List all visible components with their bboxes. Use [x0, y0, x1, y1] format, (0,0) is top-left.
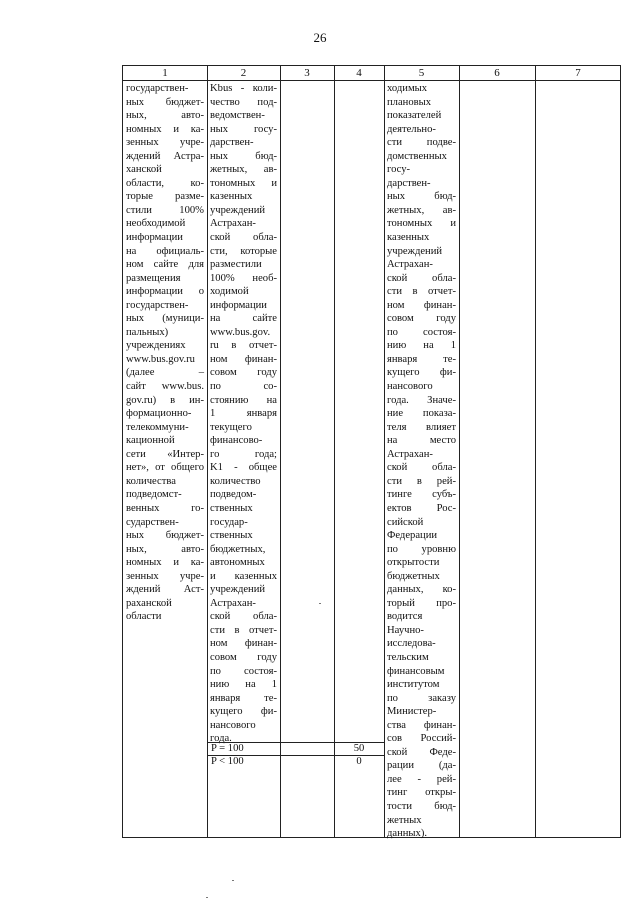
cell-text-line: открытости: [387, 557, 440, 569]
cell-text-line: ской обла-: [210, 232, 277, 244]
cell-text-line: пальных): [126, 326, 169, 338]
indicator-table: [122, 65, 621, 838]
cell-text-line: раханской: [126, 597, 172, 609]
cell-text-line: тости бюд-: [387, 800, 456, 812]
cell-text-line: ходимой: [210, 286, 249, 298]
cell-text-line: сударствен-: [126, 516, 179, 528]
cell-text-line: года. Значе-: [387, 394, 456, 406]
cell-text-line: госу-: [387, 164, 411, 176]
cell-text-line: ных бюджет-: [126, 96, 204, 108]
cell-text-line: и казенных: [210, 570, 277, 582]
cell-text-line: нию на 1: [387, 340, 456, 352]
cell-text-line: показателей: [387, 110, 442, 122]
header-col-3: 3: [304, 67, 310, 79]
cell-text-line: Астрахан-: [387, 448, 433, 460]
column-divider: [334, 66, 335, 837]
condition-cell: P = 100: [211, 743, 244, 754]
cell-text-line: совом году: [210, 367, 277, 379]
cell-text-line: плановых: [387, 96, 432, 108]
cell-text-line: кационной: [126, 435, 175, 447]
cell-text-line: казенных: [387, 232, 430, 244]
cell-text-line: на сайте: [210, 313, 277, 325]
cell-text-line: государствен-: [126, 83, 189, 94]
cell-text-line: сети «Интер-: [126, 448, 204, 460]
cell-text-line: 100% необ-: [210, 272, 277, 284]
cell-text-line: рации (да-: [387, 760, 456, 772]
cell-text-line: совом году: [387, 313, 456, 325]
header-col-4: 4: [356, 67, 362, 79]
cell-text-line: ном финан-: [387, 299, 456, 311]
cell-text-line: ных, авто-: [126, 110, 204, 122]
cell-text-line: области: [126, 611, 162, 623]
cell-text-line: ской обла-: [210, 611, 277, 623]
cell-text-line: сти в отчет-: [387, 286, 456, 298]
cell-text-line: разместили: [210, 259, 262, 271]
column-divider: [384, 66, 385, 837]
cell-text-line: по уровню: [387, 543, 456, 555]
cell-text-line: чество под-: [210, 96, 277, 108]
cell-text-line: тономных и: [210, 177, 277, 189]
cell-text-line: подведом-: [210, 489, 257, 501]
cell-text-line: бюджетных: [387, 570, 440, 582]
header-col-7: 7: [575, 67, 581, 79]
cell-text-line: ном финан-: [210, 353, 277, 365]
cell-text-line: ном финан-: [210, 638, 277, 650]
cell-text-line: данных, ко-: [387, 584, 456, 596]
cell-text-line: (далее –: [126, 367, 204, 379]
cell-text-line: информации о: [126, 286, 204, 298]
cell-text-line: года.: [210, 733, 232, 745]
cell-text-line: ской обла-: [387, 462, 456, 474]
cell-text-line: на место: [387, 435, 456, 447]
cell-text-line: формационно-: [126, 408, 192, 420]
condition-cell: P < 100: [211, 756, 244, 767]
cell-text-line: Федерации: [387, 530, 438, 542]
cell-text-line: государствен-: [126, 299, 189, 311]
table-header-row: [123, 66, 620, 81]
cell-text-line: ектов Рос-: [387, 502, 456, 514]
cell-text-line: стили 100%: [126, 204, 204, 216]
cell-text-line: учреждениях: [126, 340, 186, 352]
cell-text-line: сайт www.bus.: [126, 381, 204, 393]
cell-text-line: теля влияет: [387, 421, 456, 433]
cell-text-line: ской обла-: [387, 272, 456, 284]
cell-text-line: лее - рей-: [387, 773, 456, 785]
cell-indicator-name: [126, 82, 204, 624]
cell-text-line: количество: [210, 475, 261, 487]
cell-text-line: 1 января: [210, 408, 277, 420]
cell-comment: [387, 82, 456, 841]
cell-text-line: сийской: [387, 516, 424, 528]
header-col-2: 2: [240, 67, 247, 79]
cell-text-line: торые разме-: [126, 191, 204, 203]
cell-text-line: исследова-: [387, 638, 436, 650]
cell-text-line: www.bus.gov.: [210, 326, 271, 338]
cell-text-line: тономных и: [387, 218, 456, 230]
cell-text-line: ственных: [210, 502, 253, 514]
cell-text-line: автономных: [210, 557, 265, 569]
cell-text-line: ных (муници-: [126, 313, 204, 325]
cell-text-line: сти, которые: [210, 245, 277, 257]
cell-text-line: подведомст-: [126, 489, 182, 501]
cell-text-line: по заказу: [387, 692, 456, 704]
cell-text-line: ства финан-: [387, 719, 456, 731]
header-col-5: 5: [418, 67, 425, 79]
cell-text-line: ных бюд-: [387, 191, 456, 203]
page-number: 26: [313, 30, 327, 45]
cell-text-line: ние показа-: [387, 408, 456, 420]
cell-text-line: домственных: [387, 150, 447, 162]
cell-text-line: ных, авто-: [126, 543, 204, 555]
cell-text-line: области, ко-: [126, 177, 204, 189]
cell-text-line: нию на 1: [210, 679, 277, 691]
cell-text-line: финансовым: [387, 665, 445, 677]
cell-text-line: ждений Аст-: [126, 584, 204, 596]
cell-text-line: тельским: [387, 651, 429, 663]
scan-speck: [232, 880, 234, 881]
cell-text-line: нансового: [210, 719, 256, 731]
cell-text-line: тинг откры-: [387, 787, 456, 799]
cell-text-line: номных и ка-: [126, 123, 204, 135]
cell-text-line: бюджетных,: [210, 543, 266, 555]
cell-text-line: ru в отчет-: [210, 340, 277, 352]
cell-text-line: ведомствен-: [210, 110, 265, 122]
cell-text-line: сти в рей-: [387, 475, 456, 487]
cell-text-line: www.bus.gov.ru: [126, 353, 195, 365]
column-divider: [207, 66, 208, 837]
cell-text-line: размещения: [126, 272, 181, 284]
cell-text-line: Астрахан-: [387, 259, 433, 271]
cell-text-line: телекоммуни-: [126, 421, 189, 433]
cell-text-line: учреждений: [210, 204, 266, 216]
cell-text-line: gov.ru) в ин-: [126, 394, 204, 406]
cell-text-line: ждений Астра-: [126, 150, 204, 162]
cell-text-line: финансово-: [210, 435, 263, 447]
cell-text-line: кущего фи-: [210, 706, 277, 718]
cell-text-line: по со-: [210, 381, 277, 393]
cell-text-line: ханской: [126, 164, 162, 176]
cell-text-line: на официаль-: [126, 245, 204, 257]
cell-text-line: информации: [210, 299, 267, 311]
cell-text-line: нет», от общего: [126, 462, 204, 474]
cell-text-line: K1 - общее: [210, 462, 277, 474]
cell-text-line: ных бюд-: [210, 150, 277, 162]
cell-text-line: текущего: [210, 421, 252, 433]
cell-text-line: по состоя-: [210, 665, 277, 677]
cell-text-line: нансового: [387, 381, 433, 393]
cell-text-line: ственных: [210, 530, 253, 542]
cell-text-line: ном сайте для: [126, 259, 204, 271]
cell-text-line: институтом: [387, 679, 440, 691]
column-divider: [459, 66, 460, 837]
cell-text-line: жетных: [387, 814, 422, 826]
cell-text-line: учреждений: [210, 584, 266, 596]
cell-text-line: учреждений: [387, 245, 443, 257]
cell-text-line: количества: [126, 475, 176, 487]
cell-text-line: Научно-: [387, 624, 424, 636]
cell-text-line: сти в отчет-: [210, 624, 277, 636]
cell-text-line: ской Феде-: [387, 746, 456, 758]
cell-text-line: ных бюджет-: [126, 530, 204, 542]
cell-text-line: информации: [126, 232, 183, 244]
cell-text-line: ных госу-: [210, 123, 277, 135]
header-col-1: 1: [162, 67, 168, 79]
column-divider: [280, 66, 281, 837]
cell-text-line: казенных: [210, 191, 253, 203]
cell-text-line: жетных, ав-: [210, 164, 277, 176]
cell-text-line: необходимой: [126, 218, 186, 230]
cell-text-line: водится: [387, 611, 423, 623]
cell-text-line: января те-: [387, 353, 456, 365]
cell-text-line: Министер-: [387, 706, 437, 718]
cell-text-line: деятельно-: [387, 123, 436, 135]
cell-formula-description: [210, 82, 277, 746]
cell-text-line: государ-: [210, 516, 248, 528]
cell-text-line: жетных, ав-: [387, 204, 456, 216]
cell-text-line: ходимых: [387, 83, 428, 94]
scan-speck: [319, 603, 321, 604]
cell-text-line: стоянию на: [210, 394, 277, 406]
cell-text-line: данных).: [387, 828, 428, 840]
cell-text-line: совом году: [210, 651, 277, 663]
cell-text-line: кущего фи-: [387, 367, 456, 379]
cell-text-line: номных и ка-: [126, 557, 204, 569]
cell-text-line: зенных учре-: [126, 570, 204, 582]
cell-text-line: го года;: [210, 448, 277, 460]
cell-text-line: Астрахан-: [210, 597, 256, 609]
cell-text-line: января те-: [210, 692, 277, 704]
cell-text-line: торый про-: [387, 597, 456, 609]
cell-text-line: Kbus - коли-: [210, 83, 277, 94]
scan-speck: [206, 897, 208, 898]
cell-text-line: сов Россий-: [387, 733, 456, 745]
cell-text-line: зенных учре-: [126, 137, 204, 149]
column-divider: [535, 66, 536, 837]
cell-text-line: сти подве-: [387, 137, 456, 149]
score-cell: 0: [356, 756, 362, 767]
cell-text-line: дарствен-: [387, 177, 431, 189]
cell-text-line: тинге субъ-: [387, 489, 456, 501]
cell-text-line: по состоя-: [387, 326, 456, 338]
cell-text-line: Астрахан-: [210, 218, 256, 230]
cell-text-line: венных го-: [126, 502, 204, 514]
header-col-6: 6: [494, 67, 500, 79]
cell-text-line: дарствен-: [210, 137, 254, 149]
score-cell: 50: [353, 743, 365, 754]
